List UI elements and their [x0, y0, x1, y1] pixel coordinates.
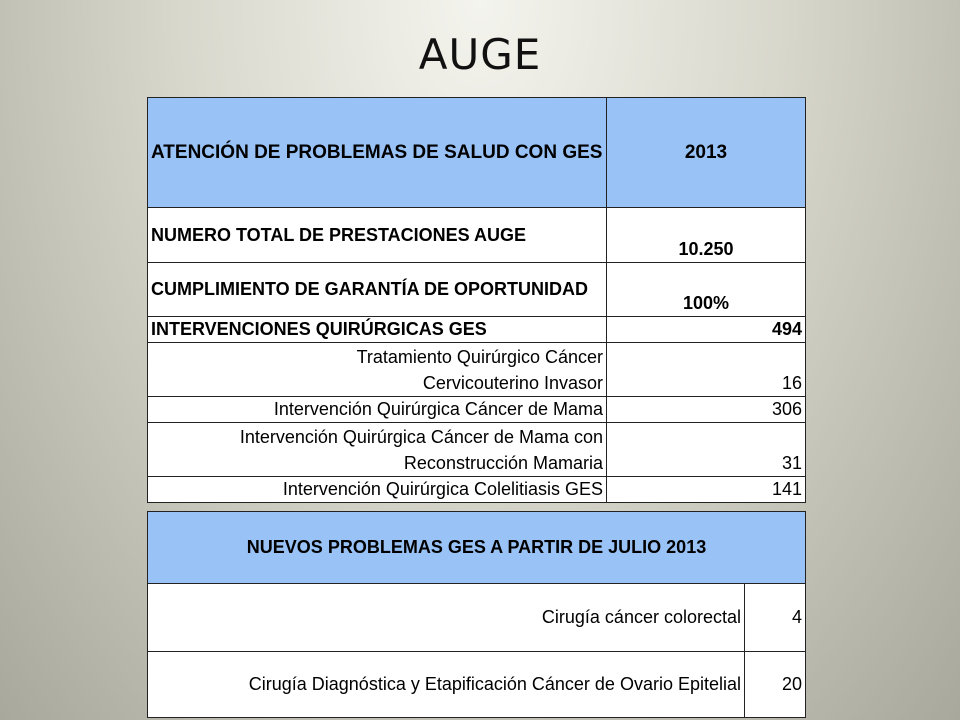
- table-row: [148, 343, 806, 397]
- header-label: ATENCIÓN DE PROBLEMAS DE SALUD CON GES: [148, 98, 607, 208]
- table-row: [148, 584, 806, 652]
- row-value-cancer-mama: 306: [607, 397, 806, 423]
- row-label-colorectal: Cirugía cáncer colorectal: [148, 584, 745, 652]
- table-header-row: [148, 512, 806, 584]
- reconstruccion-text: Intervención Quirúrgica Cáncer de Mama con Reconstrucción Mamaria: [239, 426, 603, 473]
- table-row: [148, 652, 806, 718]
- row-label-reconstruccion: [148, 423, 607, 477]
- row-value-reconstruccion: 31: [607, 423, 806, 477]
- table-row: [148, 208, 806, 263]
- table-row: [148, 397, 806, 423]
- table-row: [148, 263, 806, 317]
- table-row: [148, 477, 806, 503]
- table-header-row: [148, 98, 806, 208]
- cervicouterino-text: Tratamiento Quirúrgico Cáncer Cervicouterino Invasor: [356, 346, 603, 393]
- row-value-cumplimiento: 100%: [607, 263, 806, 317]
- row-value-intervenciones: 494: [607, 317, 806, 343]
- row-value-total-prestaciones: 10.250: [607, 208, 806, 263]
- table-row: [148, 423, 806, 477]
- row-value-colelitiasis: 141: [607, 477, 806, 503]
- row-label-cancer-mama: Intervención Quirúrgica Cáncer de Mama: [148, 397, 607, 423]
- row-label-cervicouterino: [148, 343, 607, 397]
- header-year: 2013: [607, 98, 806, 208]
- row-label-colelitiasis: Intervención Quirúrgica Colelitiasis GES: [148, 477, 607, 503]
- row-value-ovario: 20: [745, 652, 806, 718]
- row-label-intervenciones: INTERVENCIONES QUIRÚRGICAS GES: [148, 317, 607, 343]
- row-label-ovario: Cirugía Diagnóstica y Etapificación Cáncer de Ovario Epitelial: [148, 652, 745, 718]
- new-ges-problems-table: [147, 511, 806, 718]
- row-value-colorectal: 4: [745, 584, 806, 652]
- row-label-total-prestaciones: NUMERO TOTAL DE PRESTACIONES AUGE: [148, 208, 607, 263]
- table-row: [148, 317, 806, 343]
- row-value-cervicouterino: 16: [607, 343, 806, 397]
- slide-title: AUGE: [418, 30, 542, 79]
- ges-attention-table: [147, 97, 806, 503]
- row-label-cumplimiento: CUMPLIMIENTO DE GARANTÍA DE OPORTUNIDAD: [148, 263, 607, 317]
- new-problems-header: NUEVOS PROBLEMAS GES A PARTIR DE JULIO 2013: [148, 512, 806, 584]
